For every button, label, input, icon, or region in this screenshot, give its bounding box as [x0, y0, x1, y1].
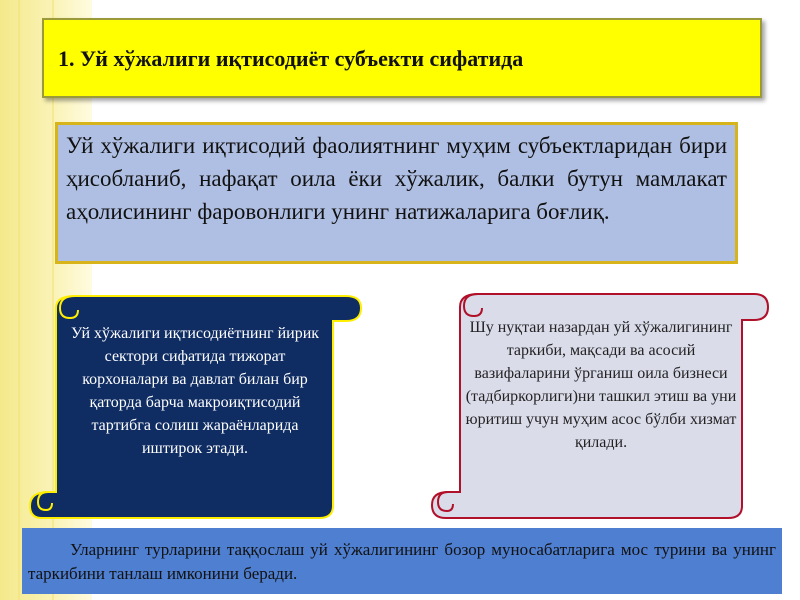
bottom-paragraph: Уларнинг турларини таққослаш уй хўжалигининг бозор муносабатларига мос турини ва унинг таркибини танлаш имконини беради.: [28, 540, 776, 583]
intro-paragraph: Уй хўжалиги иқтисодий фаолиятнинг муҳим субъектларидан бири ҳисобланиб, нафақат оила ёки хўжалик, балки бутун мамлакат аҳолисининг фаровонлиги унинг натижаларига боғлиқ.: [66, 133, 727, 224]
left-scroll-text: Уй хўжалиги иқтисодиётнинг йирик сектори сифатида тижорат корхоналари ва давлат билан бир қаторда барча макроиқтисодий тартибга солиш жараёнларида иштирок этади.: [70, 325, 320, 457]
slide-title: 1. Уй хўжалиги иқтисодиёт субъекти сифатида: [58, 46, 524, 71]
right-scroll-text: Шу нуқтаи назардан уй хўжалигининг таркиби, мақсади ва асосий вазифаларини ўрганиш оила бизнеси (тадбиркорлиги)ни ташкил этиш ва уни юритиш учун муҳим асос бўлби хизмат қилади.: [465, 319, 737, 451]
bottom-bar: [22, 528, 782, 594]
